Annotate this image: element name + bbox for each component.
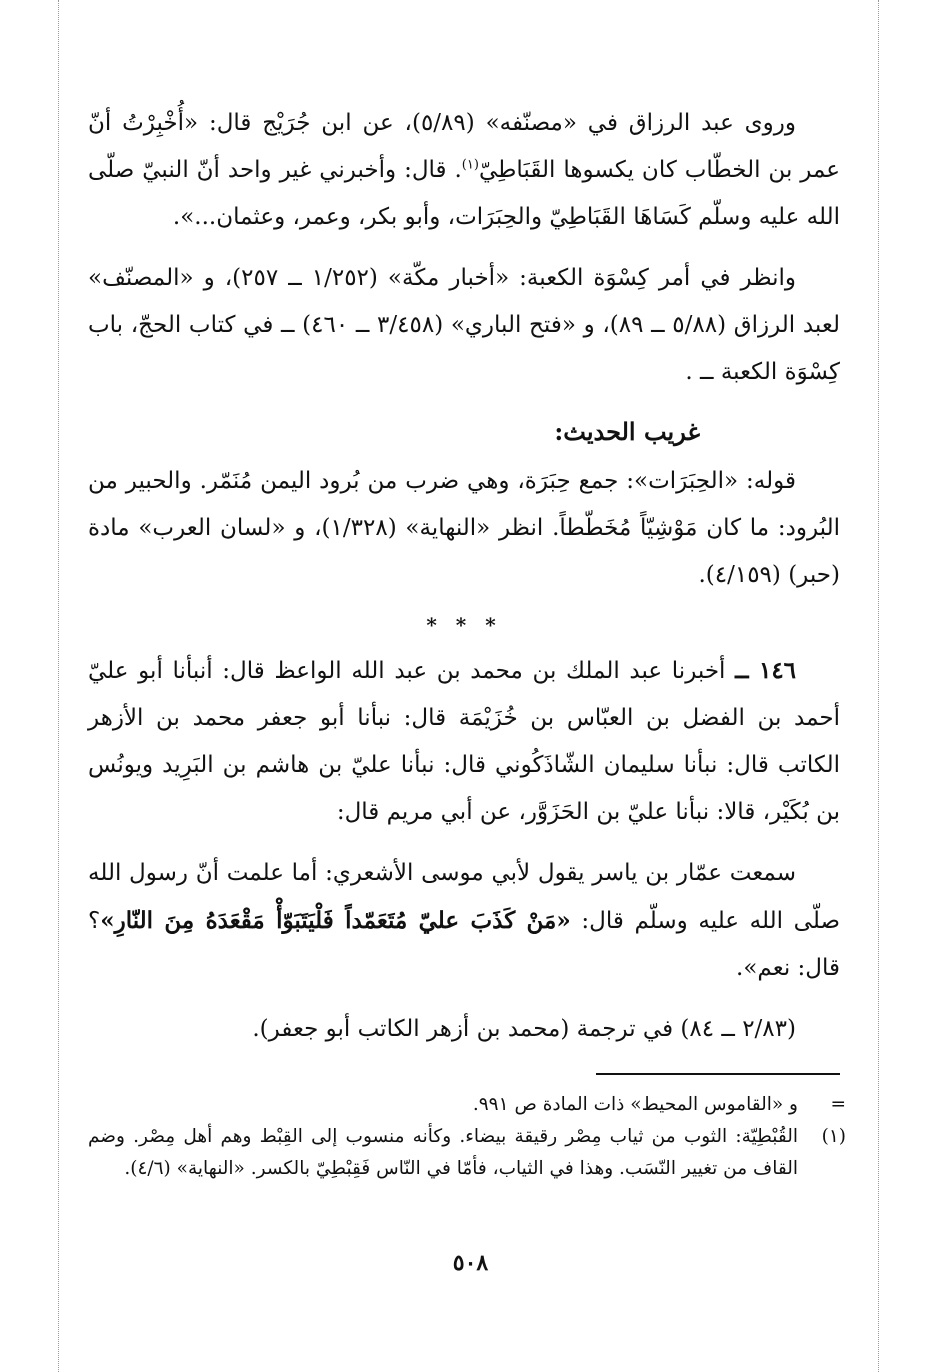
separator-stars: * * *	[426, 613, 502, 637]
hadith-quote: «مَنْ كَذَبَ عليّ مُتَعَمّداً فَلْيَتَبَوّأْ مَقْعَدَهُ مِنَ النّارِ»	[100, 907, 571, 934]
paragraph-source: (٢/٨٣ ــ ٨٤) في ترجمة (محمد بن أزهر الكاتب أبو جعفر).	[252, 1016, 796, 1042]
paragraph-kiswa-references: وانظر في أمر كِسْوَة الكعبة: «أخبار مكّة» (١/٢٥٢ ــ ٢٥٧)، و «المصنّف» لعبد الرزاق (٥/٨٨ ــ ٨٩)، و «فتح الباري» (٣/٤٥٨ ــ ٤٦٠) ــ في كتاب الحجّ، باب كِسْوَة الكعبة ــ .	[88, 265, 840, 385]
page-body	[88, 100, 846, 1185]
footnote-continuation: = و «القاموس المحيط» ذات المادة ص ٩٩١.	[472, 1094, 846, 1115]
footnote-ref-1[interactable]: (١)	[461, 157, 479, 173]
paragraph-abdurrazzaq: وروى عبد الرزاق في «مصنّفه» (٥/٨٩)، عن ابن جُرَيْج قال: «أُخْبِرْتُ أنّ عمر بن الخطّاب كان يكسوها القَبَاطِيّ$^{(١)}$. قال: وأخبرني غير واحد أنّ النبيّ صلّى الله عليه وسلّم كَسَاهَا القَبَاطِيّ والحِبَرَات، وأبو بكر، وعمر، وعثمان...».	[88, 110, 840, 230]
paragraph-gharib: قوله: «الحِبَرَات»: جمع حِبَرَة، وهي ضرب من بُرود اليمن مُنَمّر. والحبير من البُرود: ما كان مَوْشِيّاً مُخَطّطاً. انظر «النهاية» (١/٣٢٨)، و «لسان العرب» مادة (حبر) (٤/١٥٩).	[88, 468, 840, 588]
footnote-rule	[596, 1073, 840, 1075]
page-edge-right	[878, 0, 879, 1372]
section-heading: غريب الحديث:	[554, 417, 700, 446]
page-number: ٥٠٨	[452, 1250, 489, 1276]
paragraph-matn: سمعت عمّار بن ياسر يقول لأبي موسى الأشعري: أما علمت أنّ رسول الله صلّى الله عليه وسلّم قال: «مَنْ كَذَبَ عليّ مُتَعَمّداً فَلْيَتَبَوّأْ مَقْعَدَهُ مِنَ النّارِ»؟ قال: نعم».	[88, 860, 840, 981]
page-edge-left	[58, 0, 59, 1372]
footnote-1: (١) القُبْطِيّة: الثوب من ثياب مِصْر رقيقة بيضاء. وكأنه منسوب إلى القِبْط وهم أهل مِصْر. وضم القاف من تغيير النّسَب. وهذا في الثياب، فأمّا في النّاس فَقِبْطِيّ بالكسر. «النهاية» (٤/٦).	[88, 1126, 846, 1179]
paragraph-isnad: ١٤٦ ــ أخبرنا عبد الملك بن محمد بن عبد الله الواعظ قال: أنبأنا أبو عليّ أحمد بن الفضل بن العبّاس بن خُزَيْمَة قال: نبأنا أبو جعفر محمد بن الأزهر الكاتب قال: نبأنا سليمان الشّاذَكُوني قال: نبأنا عليّ بن هاشم بن البَرِيد ويونُس بن بُكَيْر، قالا: نبأنا عليّ بن الحَزَوَّر، عن أبي مريم قال:	[88, 657, 840, 825]
hadith-number: ١٤٦ ــ	[735, 657, 797, 684]
